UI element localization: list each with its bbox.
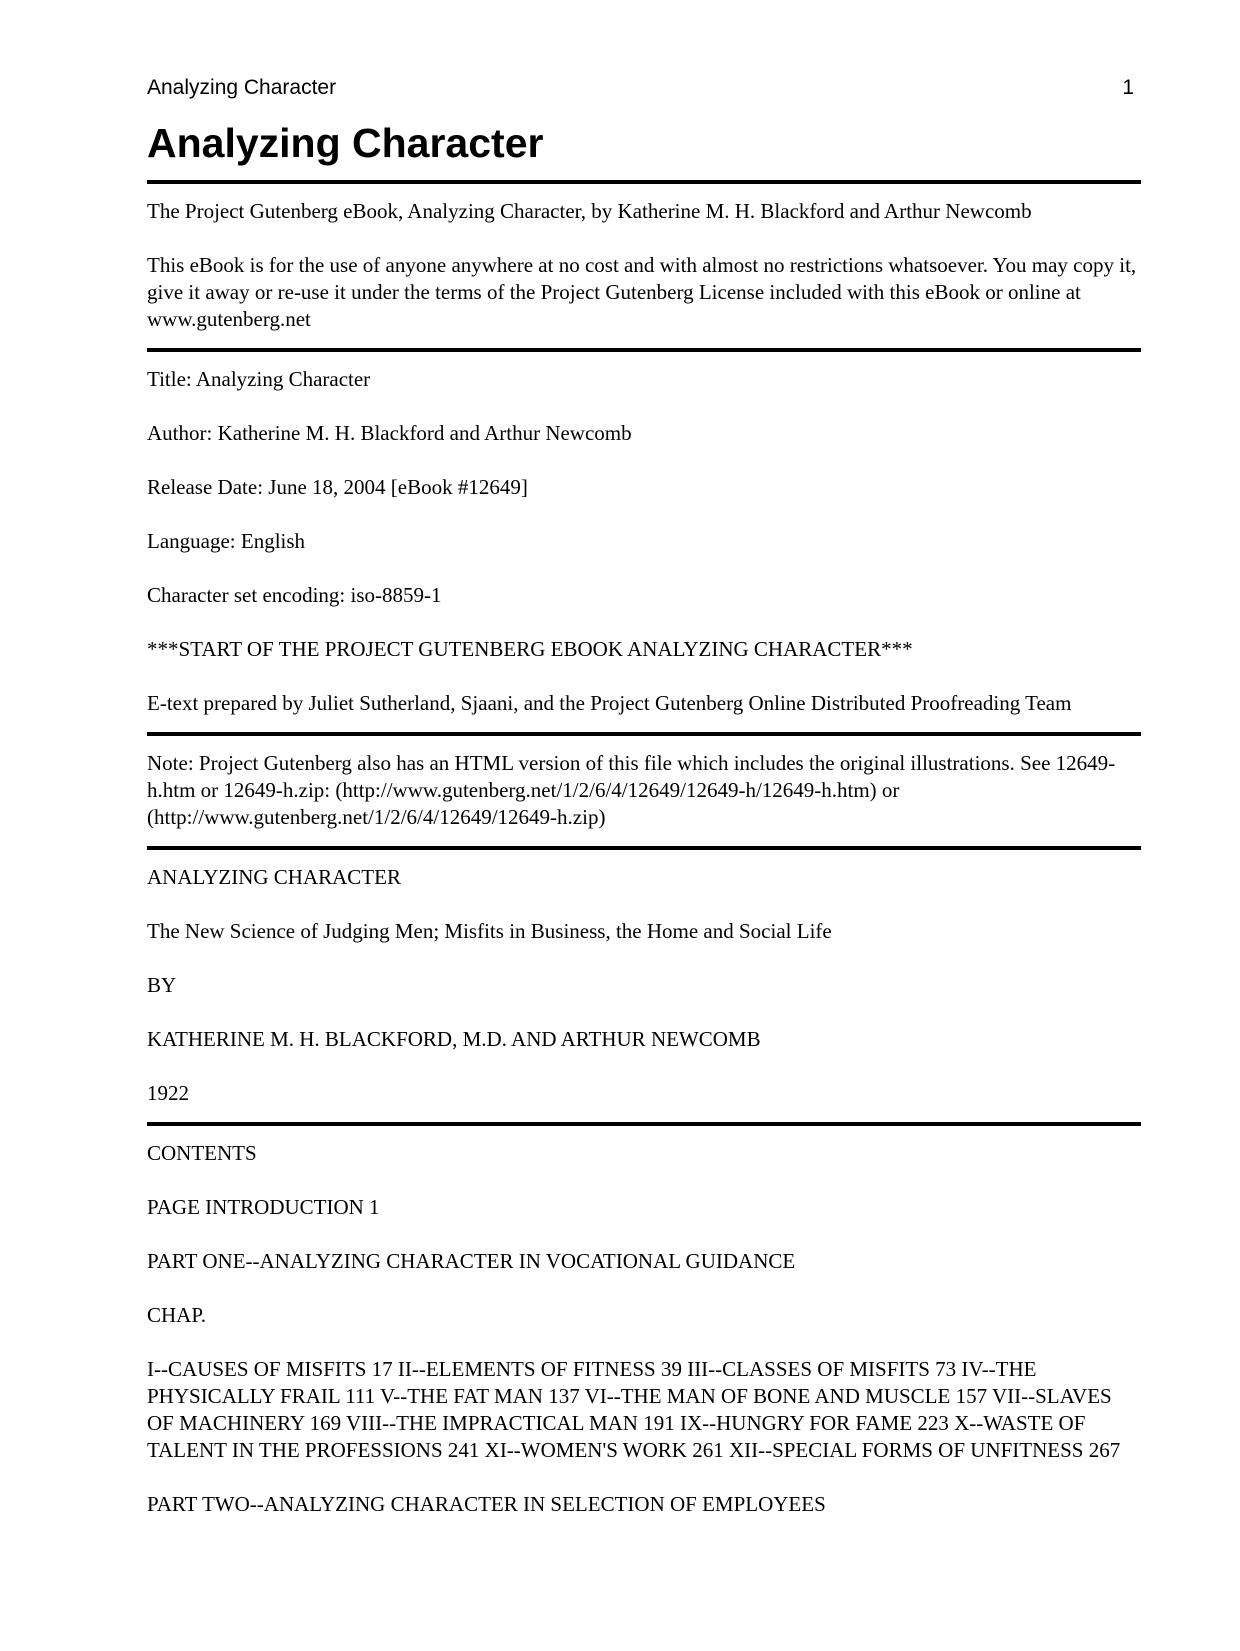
paragraph: PAGE INTRODUCTION 1 [147, 1195, 380, 1219]
document-body [147, 180, 1141, 1518]
paragraph: PART TWO--ANALYZING CHARACTER IN SELECTION OF EMPLOYEES [147, 1492, 826, 1516]
paragraph: KATHERINE M. H. BLACKFORD, M.D. AND ARTHUR NEWCOMB [147, 1027, 761, 1051]
horizontal-rule [147, 846, 1141, 850]
paragraph: Release Date: June 18, 2004 [eBook #12649] [147, 475, 528, 499]
document-title: Analyzing Character [147, 120, 544, 166]
paragraph: The Project Gutenberg eBook, Analyzing Character, by Katherine M. H. Blackford and Arthur Newcomb [147, 199, 1032, 223]
paragraph: This eBook is for the use of anyone anywhere at no cost and with almost no restrictions whatsoever. You may copy it, give it away or re-use it under the terms of the Project Gutenberg License included with this eBook or online at www.gutenberg.net [147, 253, 1137, 331]
paragraph: ***START OF THE PROJECT GUTENBERG EBOOK ANALYZING CHARACTER*** [147, 637, 913, 661]
paragraph: ANALYZING CHARACTER [147, 865, 401, 889]
paragraph: Character set encoding: iso-8859-1 [147, 583, 442, 607]
page-number: 1 [1122, 76, 1134, 99]
paragraph: CONTENTS [147, 1141, 257, 1165]
paragraph: Title: Analyzing Character [147, 367, 371, 391]
paragraph: BY [147, 973, 177, 997]
paragraph: 1922 [147, 1081, 189, 1105]
horizontal-rule [147, 180, 1141, 184]
running-header [147, 75, 1141, 101]
horizontal-rule [147, 348, 1141, 352]
paragraph: Author: Katherine M. H. Blackford and Arthur Newcomb [147, 421, 632, 445]
running-header-title: Analyzing Character [147, 76, 337, 99]
paragraph: The New Science of Judging Men; Misfits in Business, the Home and Social Life [147, 919, 832, 943]
paragraph: E-text prepared by Juliet Sutherland, Sjaani, and the Project Gutenberg Online Distributed Proofreading Team [147, 691, 1072, 715]
paragraph: PART ONE--ANALYZING CHARACTER IN VOCATIONAL GUIDANCE [147, 1249, 796, 1273]
horizontal-rule [147, 732, 1141, 736]
paragraph: Language: English [147, 529, 306, 553]
paragraph: Note: Project Gutenberg also has an HTML version of this file which includes the original illustrations. See 12649-h.htm or 12649-h.zip: (http://www.gutenberg.net/1/2/6/4/12649/12649-h/12649-h.htm) or (http://www.gutenberg.net/1/2/6/4/12649/12649-h.zip) [147, 751, 1116, 829]
paragraph: I--CAUSES OF MISFITS 17 II--ELEMENTS OF FITNESS 39 III--CLASSES OF MISFITS 73 IV--THE PHYSICALLY FRAIL 111 V--THE FAT MAN 137 VI--THE MAN OF BONE AND MUSCLE 157 VII--SLAVES OF MACHINERY 169 VIII--THE IMPRACTICAL MAN 191 IX--HUNGRY FOR FAME 223 X--WASTE OF TALENT IN THE PROFESSIONS 241 XI--WOMEN'S WORK 261 XII--SPECIAL FORMS OF UNFITNESS 267 [147, 1357, 1121, 1462]
horizontal-rule [147, 1122, 1141, 1126]
paragraph: CHAP. [147, 1303, 206, 1327]
